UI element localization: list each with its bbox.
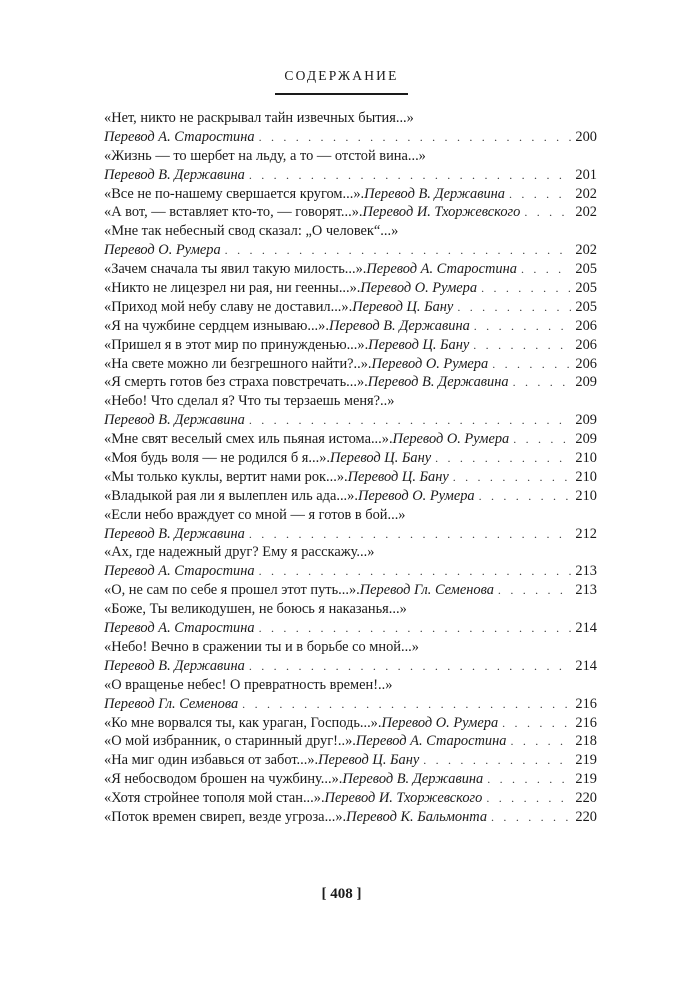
translator: Перевод В. Державина [104,412,245,429]
poem-first-line: «Нет, никто не раскрывал тайн извечных бытия...» [104,110,414,126]
dot-leader [457,298,571,317]
toc-entry-ref [104,619,597,638]
toc-entry-title [104,638,597,657]
poem-first-line: «Хотя стройнее тополя мой стан...». [104,790,325,807]
dot-leader [259,562,572,581]
translator: Перевод В. Державина [104,166,245,183]
poem-first-line: «На миг один избавься от забот...». [104,752,319,769]
translator: Перевод В. Державина [104,525,245,542]
toc-entry [104,808,597,827]
toc-entry [104,317,597,336]
page-ref: 205 [575,298,597,315]
toc-entry-ref [104,128,597,147]
toc-entry-ref [104,657,597,676]
page-ref: 205 [575,261,597,278]
translator: Перевод Ц. Бану [352,298,454,315]
header-rule [275,93,408,95]
translator: Перевод О. Румера [381,714,499,731]
page-ref: 214 [575,620,597,637]
poem-first-line: «Ах, где надежный друг? Ему я расскажу...» [104,544,375,561]
translator: Перевод Ц. Бану [347,468,449,485]
dot-leader [474,317,572,336]
toc-entry-title [104,392,597,411]
table-of-contents [104,109,597,827]
toc-entry-title [104,506,597,525]
dot-leader [513,373,572,392]
translator: Перевод И. Тхоржевского [324,790,483,807]
toc-entry [104,336,597,355]
page-ref: 201 [575,166,597,183]
poem-first-line: «А вот, — вставляет кто-то, — говорят...». [104,204,363,221]
translator: Перевод И. Тхоржевского [362,204,521,221]
dot-leader [435,449,571,468]
toc-entry [104,581,597,600]
toc-entry-ref [104,695,597,714]
toc-entry [104,185,597,204]
page-ref: 205 [575,280,597,297]
toc-entry-ref [104,411,597,430]
poem-first-line: «Я небосводом брошен на чужбину...». [104,771,343,788]
dot-leader [521,260,571,279]
poem-first-line: «Моя будь воля — не родился б я...». [104,450,330,467]
page-ref: 214 [575,657,597,674]
page-ref: 216 [575,714,597,731]
page-ref: 210 [575,450,597,467]
page-ref: 202 [575,185,597,202]
dot-leader [510,732,571,751]
poem-first-line: «Поток времен свиреп, везде угроза...». [104,808,347,825]
translator: Перевод О. Румера [392,431,510,448]
poem-first-line: «Владыкой рая ли я вылеплен иль ада...». [104,487,358,504]
translator: Перевод В. Державина [364,185,505,202]
toc-entry-title [104,109,597,128]
toc-entry [104,279,597,298]
page-ref: 220 [575,808,597,825]
translator: Перевод Ц. Бану [318,752,420,769]
page-ref: 206 [575,336,597,353]
toc-entry [104,298,597,317]
page-ref: 209 [575,412,597,429]
toc-entry-title [104,147,597,166]
toc-entry [104,203,597,222]
dot-leader [509,185,571,204]
dot-leader [491,808,571,827]
dot-leader [486,789,571,808]
page-ref: 213 [575,582,597,599]
translator: Перевод А. Старостина [104,563,255,580]
dot-leader [481,279,571,298]
poem-first-line: «Зачем сначала ты явил такую милость...». [104,261,367,278]
toc-entry [104,487,597,506]
toc-entry-title [104,600,597,619]
page-ref: 209 [575,431,597,448]
poem-first-line: «Все не по-нашему свершается кругом...». [104,185,365,202]
dot-leader [259,619,572,638]
page-header: СОДЕРЖАНИЕ [284,68,399,83]
dot-leader [242,695,571,714]
translator: Перевод О. Румера [360,280,478,297]
poem-first-line: «Небо! Что сделал я? Что ты терзаешь меня?..» [104,393,395,410]
translator: Перевод Ц. Бану [368,336,470,353]
dot-leader [479,487,572,506]
poem-first-line: «Жизнь — то шербет на льду, а то — отстой вина...» [104,147,426,164]
toc-entry [104,355,597,374]
translator: Перевод Ц. Бану [330,450,432,467]
page-ref: 216 [575,695,597,712]
poem-first-line: «Боже, Ты великодушен, не боюсь я наказанья...» [104,601,407,618]
poem-first-line: «Мне так небесный свод сказал: „О человек“...» [104,223,399,240]
poem-first-line: «Пришел я в этот мир по принужденью...». [104,336,369,353]
toc-entry-title [104,676,597,695]
toc-entry [104,732,597,751]
dot-leader [225,241,572,260]
toc-entry [104,770,597,789]
page-ref: 219 [575,771,597,788]
dot-leader [453,468,572,487]
translator: Перевод Гл. Семенова [104,695,239,712]
dot-leader [492,355,571,374]
dot-leader [249,411,572,430]
poem-first-line: «О, не сам по себе я прошел этот путь...». [104,582,360,599]
page-ref: 202 [575,242,597,259]
toc-entry-ref [104,525,597,544]
toc-entry-ref [104,562,597,581]
poem-first-line: «Я смерть готов без страха повстречать...». [104,374,368,391]
translator: Перевод В. Державина [367,374,509,391]
toc-entry [104,260,597,279]
page-ref: 218 [575,733,597,750]
translator: Перевод В. Державина [104,657,245,674]
page-ref: 210 [575,487,597,504]
dot-leader [473,336,571,355]
page-number: [ 408 ] [321,886,362,902]
poem-first-line: «Я на чужбине сердцем изнываю...». [104,317,329,334]
poem-first-line: «Мне свят веселый смех иль пьяная истома...». [104,431,393,448]
translator: Перевод О. Румера [104,242,221,259]
poem-first-line: «Приход мой небу славу не доставил...». [104,298,353,315]
dot-leader [423,751,571,770]
toc-entry [104,468,597,487]
toc-entry-ref [104,166,597,185]
poem-first-line: «На свете можно ли безгрешного найти?..». [104,355,372,372]
translator: Перевод О. Румера [357,487,475,504]
page-ref: 200 [575,128,597,145]
toc-entry-title [104,543,597,562]
page-ref: 220 [575,790,597,807]
translator: Перевод О. Румера [371,355,489,372]
toc-entry [104,789,597,808]
translator: Перевод Гл. Семенова [359,582,494,599]
page-ref: 209 [575,374,597,391]
translator: Перевод А. Старостина [355,733,507,750]
page-ref: 212 [575,525,597,542]
translator: Перевод К. Бальмонта [346,808,488,825]
dot-leader [502,714,571,733]
poem-first-line: «О вращенье небес! О превратность времен!..» [104,676,393,693]
page-ref: 219 [575,752,597,769]
translator: Перевод А. Старостина [104,620,255,637]
translator: Перевод В. Державина [342,771,484,788]
poem-first-line: «Небо! Вечно в сражении ты и в борьбе со мной...» [104,638,419,655]
translator: Перевод В. Державина [328,317,470,334]
page-ref: 206 [575,317,597,334]
toc-entry [104,430,597,449]
poem-first-line: «Если небо враждует со мной — я готов в бой...» [104,506,406,523]
poem-first-line: «Мы только куклы, вертит нами рок...». [104,468,348,485]
dot-leader [249,657,572,676]
translator: Перевод А. Старостина [366,261,517,278]
toc-entry-ref [104,241,597,260]
poem-first-line: «Никто не лицезрел ни рая, ни геенны...». [104,280,361,297]
page-ref: 213 [575,563,597,580]
poem-first-line: «О мой избранник, о старинный друг!..». [104,733,356,750]
toc-entry-title [104,222,597,241]
page-ref: 210 [575,468,597,485]
toc-entry [104,373,597,392]
dot-leader [249,525,572,544]
toc-entry [104,714,597,733]
poem-first-line: «Ко мне ворвался ты, как ураган, Господь...». [104,714,382,731]
toc-entry [104,449,597,468]
dot-leader [249,166,572,185]
page-ref: 206 [575,355,597,372]
dot-leader [487,770,571,789]
dot-leader [498,581,571,600]
toc-entry [104,751,597,770]
dot-leader [259,128,572,147]
page-ref: 202 [575,204,597,221]
dot-leader [524,203,571,222]
dot-leader [513,430,571,449]
translator: Перевод А. Старостина [104,128,255,145]
